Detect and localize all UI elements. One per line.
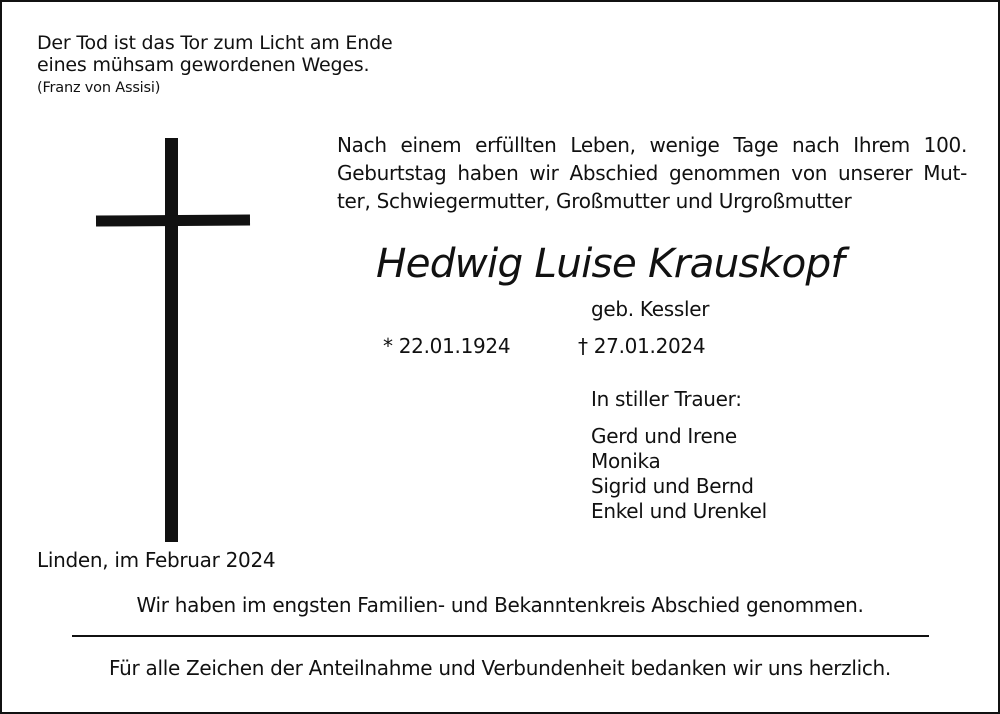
intro-line: ter, Schwiegermutter, Großmutter und Urgroßmutter (337, 189, 852, 213)
mourner-name: Enkel und Urenkel (591, 499, 767, 523)
birth-date: * 22.01.1924 (383, 334, 511, 358)
death-date: † 27.01.2024 (578, 334, 706, 358)
intro-text (337, 131, 967, 215)
intro-line: Geburtstag haben wir Abschied genommen von unserer Mut- (337, 161, 967, 185)
mourner-name: Sigrid und Bernd (591, 474, 754, 498)
place-date: Linden, im Februar 2024 (37, 548, 276, 572)
mourner-name: Gerd und Irene (591, 424, 737, 448)
maiden-name: geb. Kessler (591, 297, 710, 321)
divider (72, 635, 929, 637)
deceased-name: Hedwig Luise Krauskopf (376, 239, 844, 287)
quote-line: eines mühsam gewordenen Weges. (37, 54, 370, 76)
quote-author: (Franz von Assisi) (37, 80, 161, 96)
mourners-list (591, 424, 767, 524)
mourner-name: Monika (591, 449, 661, 473)
intro-line: Nach einem erfüllten Leben, wenige Tage nach Ihrem 100. (337, 133, 967, 157)
mourning-heading: In stiller Trauer: (591, 387, 742, 411)
quote-line: Der Tod ist das Tor zum Licht am Ende (37, 32, 393, 54)
funeral-notice: Wir haben im engsten Familien- und Bekanntenkreis Abschied genommen. (136, 593, 864, 617)
thanks-text: Für alle Zeichen der Anteilnahme und Verbundenheit bedanken wir uns herzlich. (109, 656, 891, 680)
